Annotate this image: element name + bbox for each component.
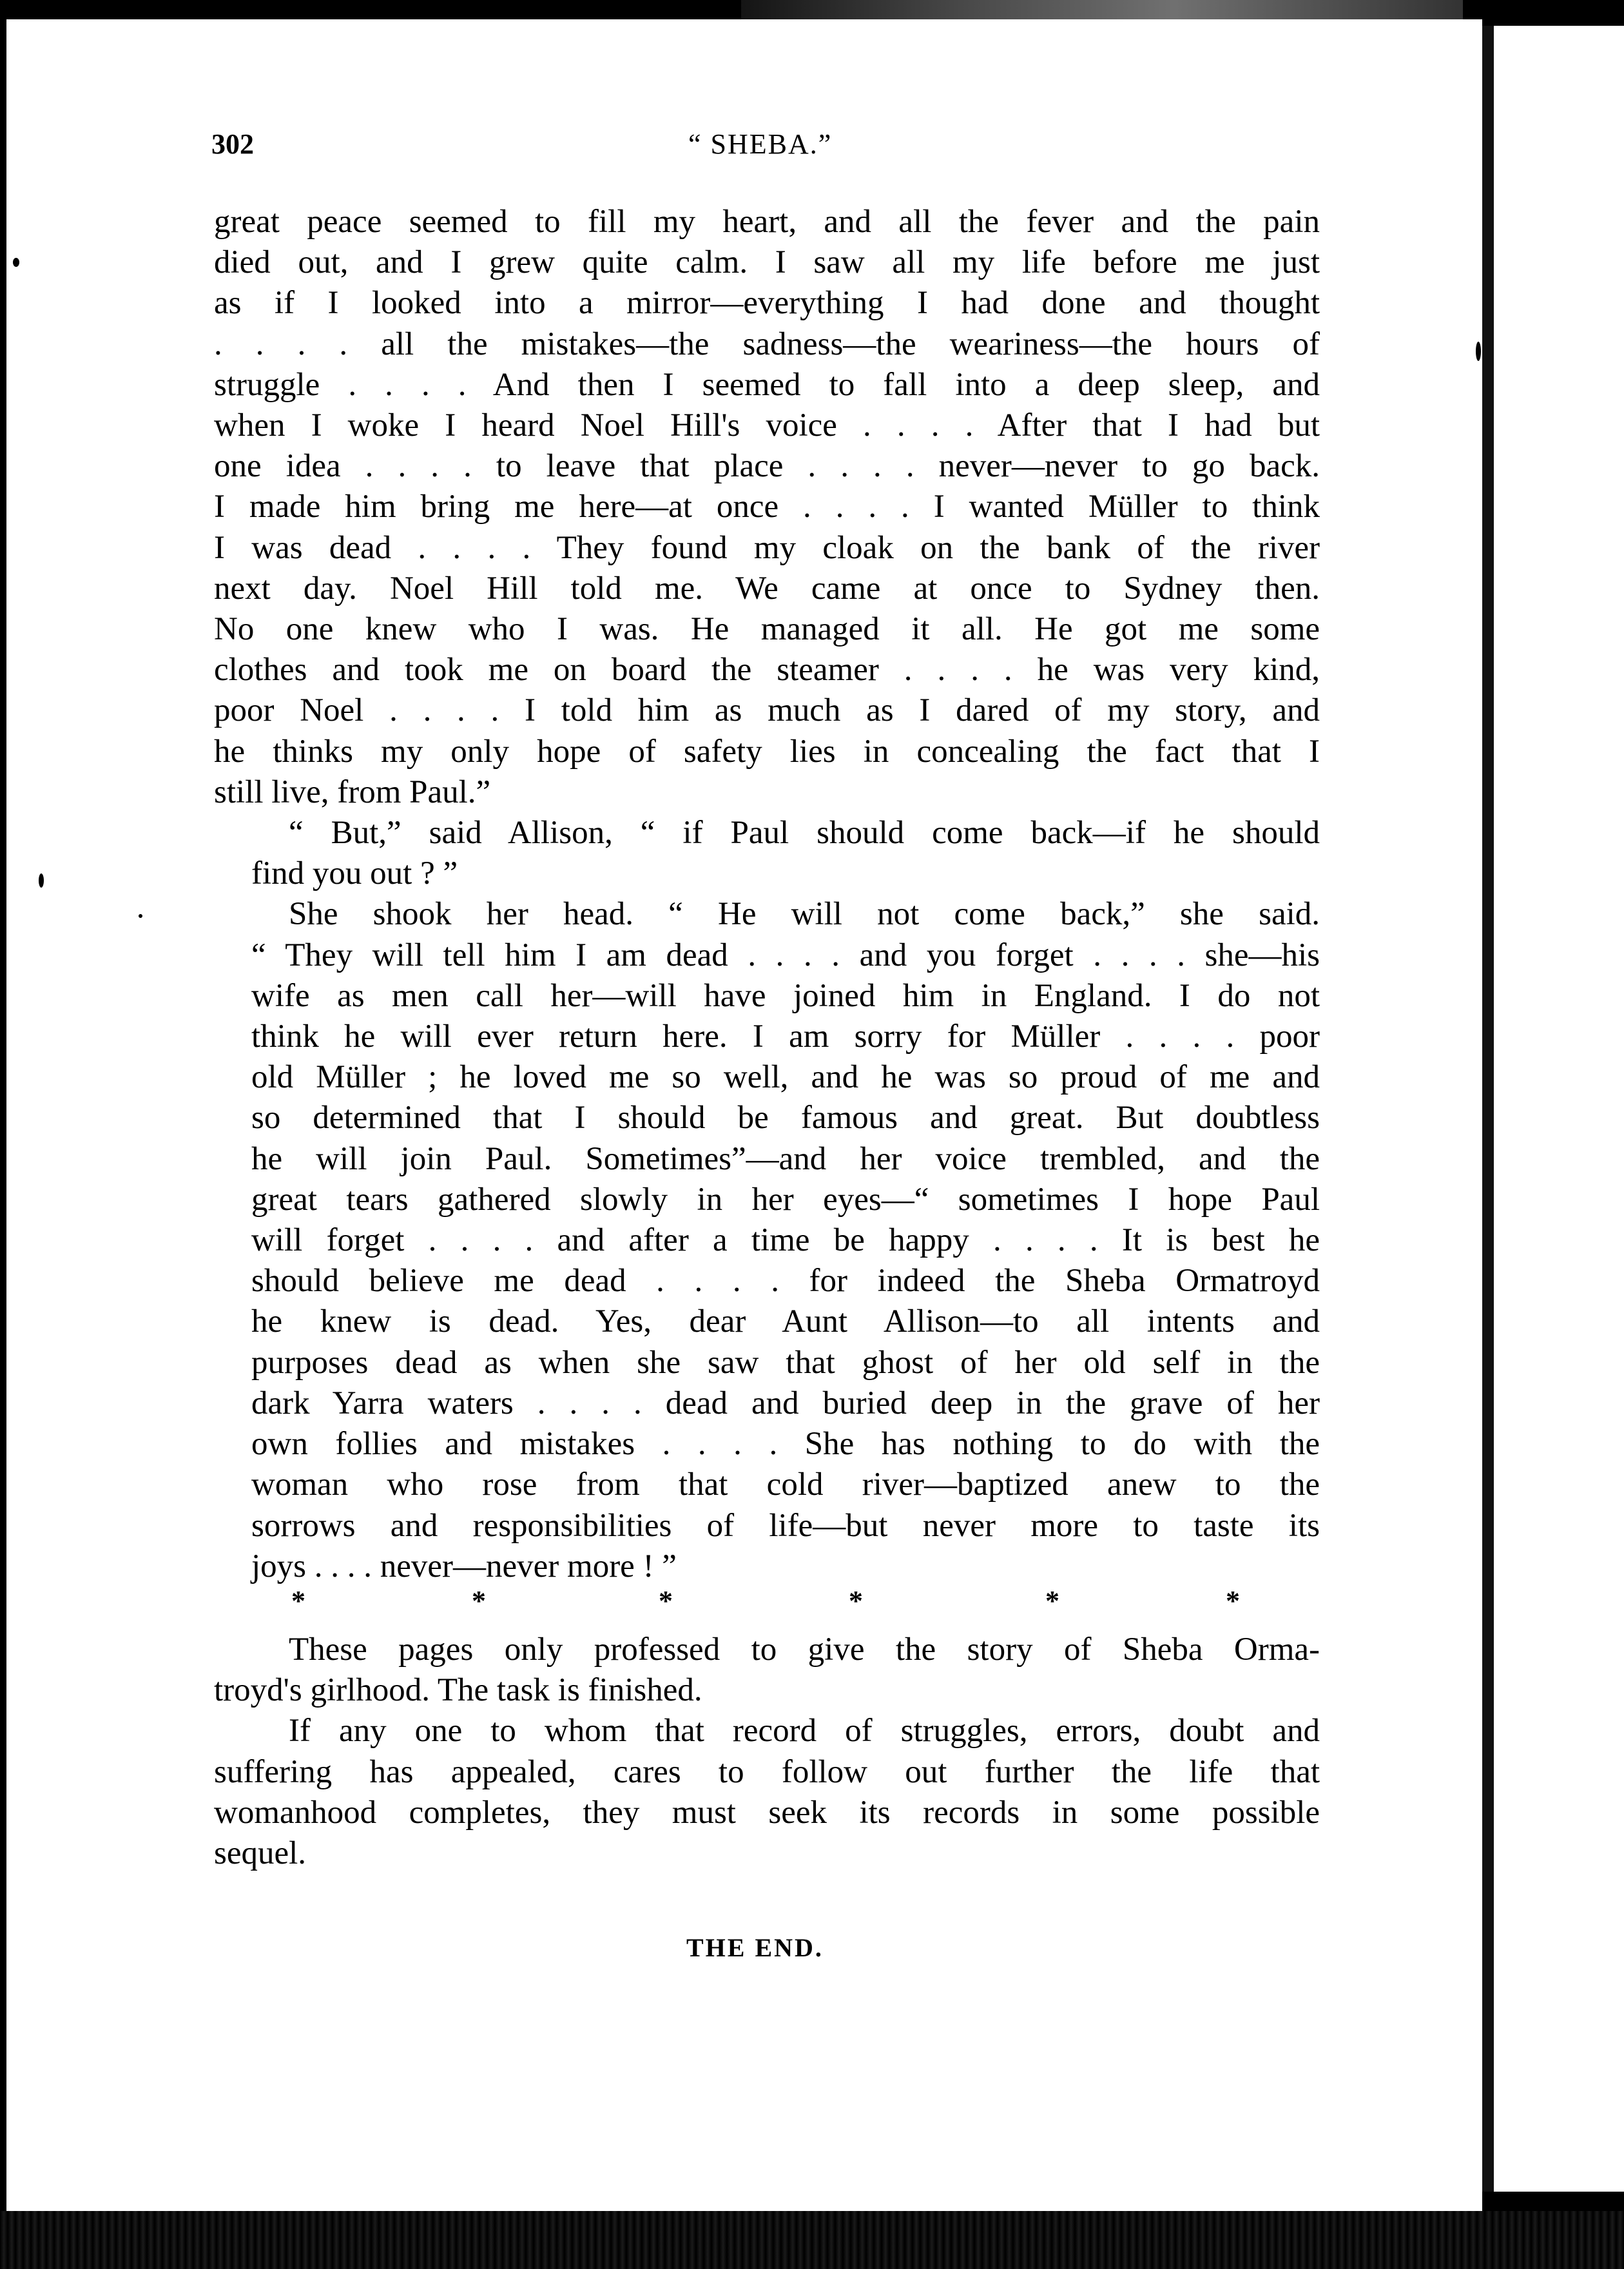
text-line: so determined that I should be famous and great. But doubtless	[251, 1100, 1320, 1136]
text-line: sequel.	[214, 1835, 307, 1872]
text-line: he will join Paul. Sometimes”—and her voice trembled, and the	[251, 1140, 1320, 1177]
text-line: next day. Noel Hill told me. We came at once to Sydney then.	[214, 570, 1320, 607]
asterisk: *	[849, 1585, 863, 1617]
text-line: will forget . . . . and after a time be happy . . . . It is best he	[251, 1222, 1320, 1259]
closing-text	[214, 1630, 1320, 1874]
text-line: as if I looked into a mirror—everything I had done and thought	[214, 285, 1320, 322]
text-line: dark Yarra waters . . . . dead and buried deep in the grave of her	[251, 1385, 1320, 1421]
text-line: suffering has appealed, cares to follow out further the life that	[214, 1753, 1320, 1790]
text-line: I was dead . . . . They found my cloak on the bank of the river	[214, 529, 1320, 566]
running-title: “ SHEBA.”	[688, 128, 833, 160]
body-text	[214, 202, 1320, 1587]
text-line: sorrows and responsibilities of life—but never more to taste its	[251, 1507, 1320, 1544]
text-line: clothes and took me on board the steamer . . . . he was very kind,	[214, 652, 1320, 688]
the-end: THE END.	[686, 1933, 824, 1962]
text-line: great peace seemed to fill my heart, and all the fever and the pain	[214, 204, 1320, 240]
text-line: old Müller ; he loved me so well, and he was so proud of me and	[251, 1059, 1320, 1096]
scan-bottom-band	[0, 2211, 1624, 2269]
text-line: These pages only professed to give the story of Sheba Orma-	[289, 1631, 1320, 1668]
closing-paragraph-1	[214, 1630, 1320, 1711]
scan-speck	[39, 873, 44, 888]
text-line: I made him bring me here—at once . . . . I wanted Müller to think	[214, 489, 1320, 525]
text-line: think he will ever return here. I am sorry for Müller . . . . poor	[251, 1018, 1320, 1055]
text-line: wife as men call her—will have joined him in England. I do not	[251, 977, 1320, 1014]
text-line: “ But,” said Allison, “ if Paul should come back—if he should	[289, 815, 1320, 852]
asterisk: *	[659, 1585, 673, 1617]
page-number: 302	[211, 128, 254, 160]
asterisk: *	[1226, 1585, 1240, 1617]
closing-paragraph-2	[214, 1711, 1320, 1874]
text-line: still live, from Paul.”	[214, 774, 491, 810]
scan-speck	[139, 914, 142, 918]
asterisk: *	[472, 1585, 486, 1617]
asterisk: *	[291, 1585, 305, 1617]
text-line: he thinks my only hope of safety lies in concealing the fact that I	[214, 733, 1320, 770]
text-line: own follies and mistakes . . . . She has nothing to do with the	[251, 1426, 1320, 1463]
text-line: he knew is dead. Yes, dear Aunt Allison—to all intents and	[251, 1303, 1320, 1340]
text-line: struggle . . . . And then I seemed to fall into a deep sleep, and	[214, 366, 1320, 403]
paragraph-continuation	[214, 202, 1320, 813]
text-line: poor Noel . . . . I told him as much as I dared of my story, and	[214, 692, 1320, 729]
text-line: purposes dead as when she saw that ghost of her old self in the	[251, 1344, 1320, 1381]
text-line: troyd's girlhood. The task is finished.	[214, 1672, 702, 1709]
text-line: died out, and I grew quite calm. I saw all my life before me just	[214, 244, 1320, 281]
facing-page-edge	[1482, 26, 1624, 2192]
text-line: She shook her head. “ He will not come back,” she said.	[289, 896, 1320, 933]
text-line: womanhood completes, they must seek its records in some possible	[214, 1794, 1320, 1831]
paragraph-sheba-reply	[214, 894, 1320, 1586]
text-line: No one knew who I was. He managed it all. He got me some	[214, 611, 1320, 648]
running-head	[211, 128, 1320, 166]
text-line: when I woke I heard Noel Hill's voice . . . . After that I had but	[214, 407, 1320, 444]
text-line: should believe me dead . . . . for indeed the Sheba Ormatroyd	[251, 1263, 1320, 1300]
text-line: woman who rose from that cold river—baptized anew to the	[251, 1466, 1320, 1503]
text-line: joys . . . . never—never more ! ”	[251, 1548, 677, 1584]
section-break-asterisks	[214, 1584, 1320, 1617]
text-line: If any one to whom that record of struggles, errors, doubt and	[289, 1713, 1320, 1749]
scan-speck	[1476, 342, 1481, 361]
text-line: one idea . . . . to leave that place . . . . never—never to go back.	[214, 448, 1320, 485]
text-line: great tears gathered slowly in her eyes—“ sometimes I hope Paul	[251, 1181, 1320, 1218]
scan-speck	[13, 258, 19, 267]
asterisk: *	[1045, 1585, 1059, 1617]
text-line: find you out ? ”	[251, 855, 458, 892]
text-line: “ They will tell him I am dead . . . . and you forget . . . . she—his	[251, 937, 1320, 973]
text-line: . . . . all the mistakes—the sadness—the weariness—the hours of	[214, 326, 1320, 362]
paragraph-allison	[214, 813, 1320, 894]
